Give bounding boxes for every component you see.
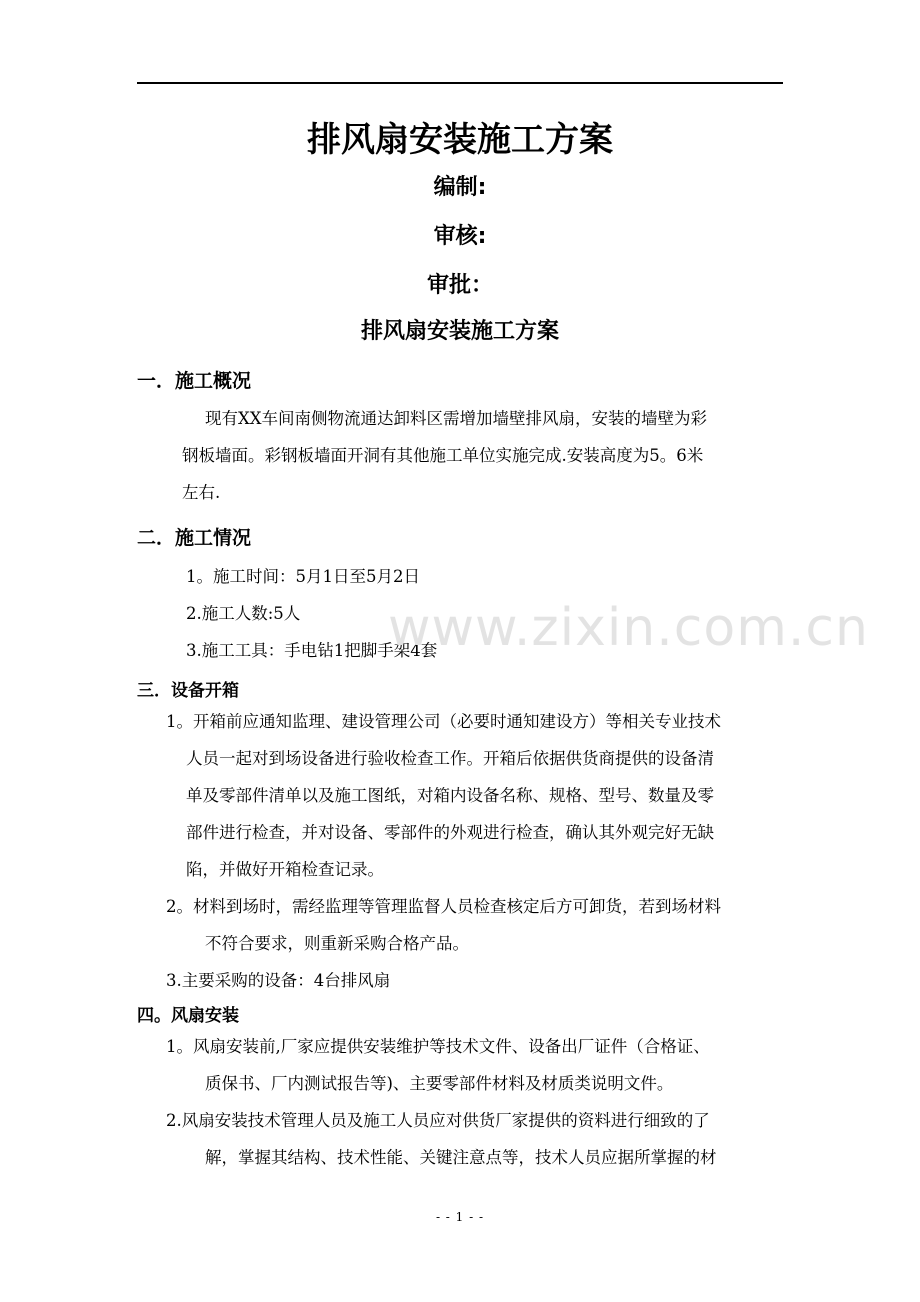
paragraph-line: 1。开箱前应通知监理、建设管理公司（必要时通知建设方）等相关专业技术 [166,712,721,731]
header-rule [137,82,783,84]
page-number: - - 1 - - [435,1210,485,1224]
paragraph-line: 质保书、厂内测试报告等)、主要零部件材料及材质类说明文件。 [205,1074,674,1093]
approved-by-label: 审批： [426,273,493,298]
list-item: 2.施工人数:5人 [186,604,301,623]
section-heading-overview: 一．施工概况 [137,370,252,392]
paragraph-line: 现有XX车间南侧物流通达卸料区需增加墙壁排风扇，安装的墙壁为彩 [205,409,707,428]
paragraph-line: 单及零部件清单以及施工图纸，对箱内设备名称、规格、型号、数量及零 [186,786,714,805]
paragraph-line: 1。风扇安装前,厂家应提供安装维护等技术文件、设备出厂证件（合格证、 [166,1037,710,1056]
section-heading-status: 二．施工情况 [137,527,252,549]
paragraph-line: 左右. [182,483,221,502]
paragraph-line: 2。材料到场时，需经监理等管理监督人员检查核定后方可卸货，若到场材料 [166,897,721,916]
list-item: 1。施工时间：5月1日至5月2日 [186,567,420,586]
paragraph-line: 解，掌握其结构、技术性能、关键注意点等，技术人员应据所掌握的材 [205,1148,717,1167]
paragraph-line: 2.风扇安装技术管理人员及施工人员应对供货厂家提供的资料进行细致的了 [166,1111,710,1130]
paragraph-line: 3.主要采购的设备：4台排风扇 [166,971,391,990]
watermark: www.zixin.com.cn [388,598,869,658]
paragraph-line: 不符合要求，则重新采购合格产品。 [205,934,469,953]
paragraph-line: 钢板墙面。彩钢板墙面开洞有其他施工单位实施完成.安装高度为5。6米 [182,446,704,465]
compiled-by-label: 编制: [433,175,487,200]
paragraph-line: 陷，并做好开箱检查记录。 [186,860,384,879]
document-subtitle: 排风扇安装施工方案 [360,319,559,344]
paragraph-line: 人员一起对到场设备进行验收检查工作。开箱后依据供货商提供的设备清 [186,749,714,768]
reviewed-by-label: 审核: [433,224,487,249]
paragraph-line: 部件进行检查，并对设备、零部件的外观进行检查，确认其外观完好无缺 [186,823,714,842]
section-heading-unboxing: 三．设备开箱 [137,681,239,701]
list-item: 3.施工工具：手电钻1把脚手架4套 [186,641,438,660]
document-title: 排风扇安装施工方案 [307,120,613,160]
section-heading-fan-install: 四。风扇安装 [137,1006,239,1026]
